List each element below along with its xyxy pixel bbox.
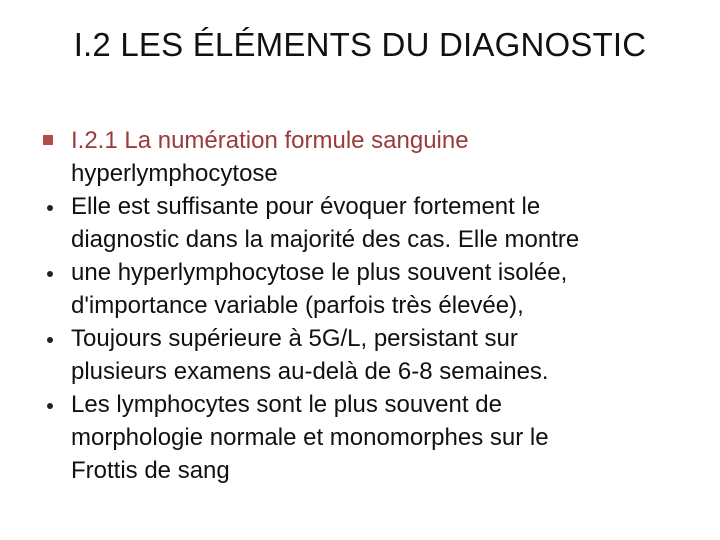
bullet-item bbox=[40, 190, 690, 256]
bullet-line: d'importance variable (parfois très élevée), bbox=[71, 292, 524, 319]
section-heading: I.2.1 La numération formule sanguine bbox=[71, 127, 469, 154]
bullet-dot-icon bbox=[47, 337, 53, 343]
bullet-line: Elle est suffisante pour évoquer fortement le bbox=[71, 193, 541, 220]
bullet-line: une hyperlymphocytose le plus souvent isolée, bbox=[71, 259, 568, 286]
square-bullet-icon bbox=[43, 135, 53, 145]
bullet-item bbox=[40, 256, 690, 322]
continuation-line bbox=[40, 157, 690, 190]
bullet-item bbox=[40, 322, 690, 388]
section-heading-item bbox=[40, 124, 690, 157]
slide-title: I.2 LES ÉLÉMENTS DU DIAGNOSTIC bbox=[73, 26, 647, 63]
bullet-line: Frottis de sang bbox=[71, 457, 230, 484]
bullet-dot-icon bbox=[47, 271, 53, 277]
bullet-dot-icon bbox=[47, 403, 53, 409]
bullet-item bbox=[40, 388, 690, 487]
bullet-dot-icon bbox=[47, 205, 53, 211]
bullet-line: diagnostic dans la majorité des cas. Elle montre bbox=[71, 226, 580, 253]
bullet-line: morphologie normale et monomorphes sur le bbox=[71, 424, 549, 451]
bullet-line: Les lymphocytes sont le plus souvent de bbox=[71, 391, 502, 418]
slide-body bbox=[40, 124, 690, 487]
continuation-text: hyperlymphocytose bbox=[71, 160, 278, 187]
bullet-line: Toujours supérieure à 5G/L, persistant sur bbox=[71, 325, 518, 352]
bullet-line: plusieurs examens au-delà de 6-8 semaines. bbox=[71, 358, 549, 385]
